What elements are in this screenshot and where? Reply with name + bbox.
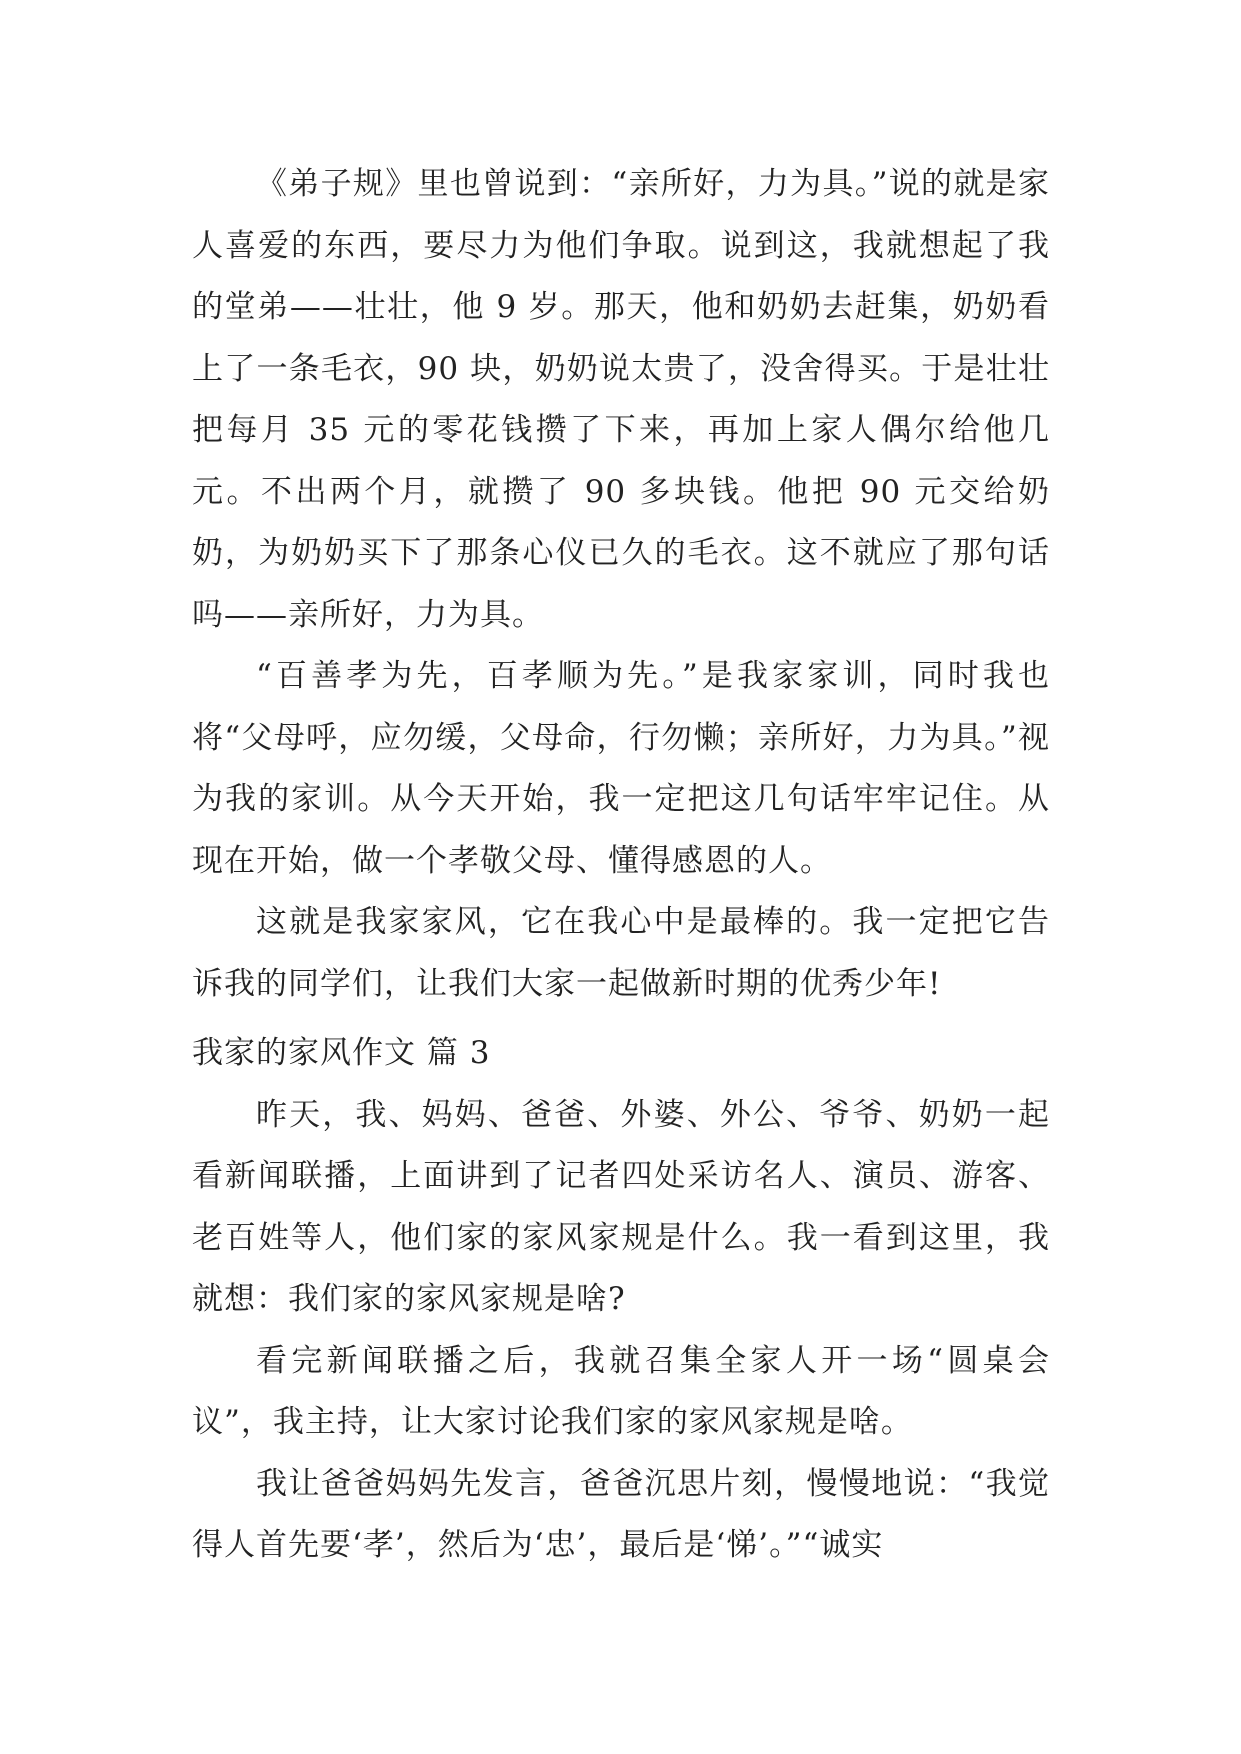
paragraph: 《弟子规》里也曾说到：“亲所好，力为具。”说的就是家人喜爱的东西，要尽力为他们争取。说到这，我就想起了我的堂弟——壮壮，他 9 岁。那天，他和奶奶去赶集，奶奶看上了一条毛衣，90 块，奶奶说太贵了，没舍得买。于是壮壮把每月 35 元的零花钱攒了下来，再加上家人偶尔给他几元。不出两个月，就攒了 90 多块钱。他把 90 元交给奶奶，为奶奶买下了那条心仪已久的毛衣。这不就应了那句话吗——亲所好，力为具。 [192, 166, 1050, 633]
paragraph: 我让爸爸妈妈先发言，爸爸沉思片刻，慢慢地说：“我觉得人首先要‘孝’，然后为‘忠’，最后是‘悌’。”“诚实 [192, 1465, 1050, 1563]
paragraph: 看完新闻联播之后，我就召集全家人开一场“圆桌会议”，我主持，让大家讨论我们家的家风家规是啥。 [192, 1342, 1050, 1440]
paragraph: 这就是我家家风，它在我心中是最棒的。我一定把它告诉我的同学们，让我们大家一起做新时期的优秀少年! [192, 904, 1050, 1002]
section-b [192, 1023, 1050, 1577]
paragraph: 昨天，我、妈妈、爸爸、外婆、外公、爷爷、奶奶一起看新闻联播，上面讲到了记者四处采访名人、演员、游客、老百姓等人，他们家的家风家规是什么。我一看到这里，我就想：我们家的家风家规是啥? [192, 1096, 1050, 1317]
section-a [192, 154, 1050, 1015]
section-heading: 我家的家风作文 篇 3 [192, 1035, 491, 1071]
paragraph: “百善孝为先，百孝顺为先。”是我家家训，同时我也将“父母呼，应勿缓，父母命，行勿懒；亲所好，力为具。”视为我的家训。从今天开始，我一定把这几句话牢牢记住。从现在开始，做一个孝敬父母、懂得感恩的人。 [192, 658, 1050, 879]
